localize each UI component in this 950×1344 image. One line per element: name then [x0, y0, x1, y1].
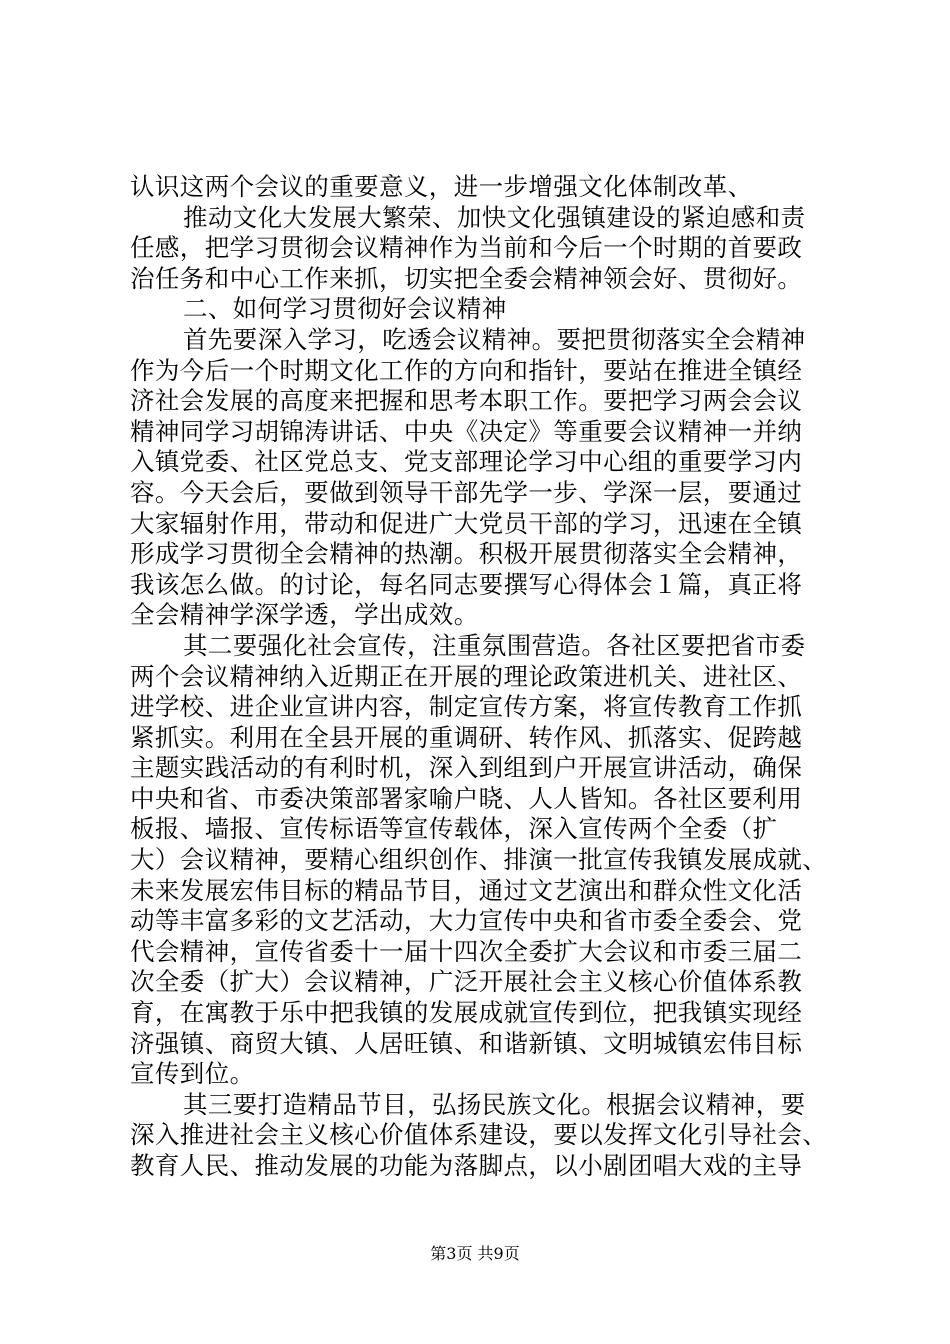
text-line: 治任务和中心工作来抓，切实把全委会精神领会好、贯彻好。: [130, 263, 803, 293]
text-line: 形成学习贯彻全会精神的热潮。积极开展贯彻落实全会精神，: [130, 539, 803, 569]
text-line: 推动文化大发展大繁荣、加快文化强镇建设的紧迫感和责: [183, 202, 806, 232]
text-line: 未来发展宏伟目标的精品节目，通过文艺演出和群众性文化活: [130, 875, 803, 905]
text-line: 认识这两个会议的重要意义，进一步增强文化体制改革、: [130, 172, 753, 201]
text-line: 教育人民、推动发展的功能为落脚点，以小剧团唱大戏的主导: [130, 1151, 803, 1180]
text-line: 济强镇、商贸大镇、人居旺镇、和谐新镇、文明城镇宏伟目标: [130, 1028, 803, 1058]
text-line: 动等丰富多彩的文艺活动，大力宣传中央和省市委全委会、党: [130, 906, 803, 936]
text-line: 进学校、进企业宣讲内容，制定宣传方案，将宣传教育工作抓: [130, 692, 803, 722]
text-line: 主题实践活动的有利时机，深入到组到户开展宣讲活动，确保: [130, 753, 803, 783]
text-line: 育，在寓教于乐中把我镇的发展成就宣传到位，把我镇实现经: [130, 998, 803, 1028]
text-line: 中央和省、市委决策部署家喻户晓、人人皆知。各社区要利用: [130, 783, 803, 813]
text-line: 代会精神，宣传省委十一届十四次全委扩大会议和市委三届二: [130, 936, 803, 966]
text-line: 宣传到位。: [130, 1059, 255, 1089]
text-line: 任感，把学习贯彻会议精神作为当前和今后一个时期的首要政: [130, 233, 803, 263]
text-line: 济社会发展的高度来把握和思考本职工作。要把学习两会会议: [130, 386, 803, 416]
text-line: 首先要深入学习，吃透会议精神。要把贯彻落实全会精神: [183, 324, 806, 354]
page-footer: 第3页 共9页: [430, 1244, 520, 1263]
text-line: 全会精神学深学透，学出成效。: [130, 600, 479, 630]
text-line: 精神同学习胡锦涛讲话、中央《决定》等重要会议精神一并纳: [130, 416, 803, 446]
document-body: [130, 172, 830, 1182]
text-line: 二、如何学习贯彻好会议精神: [183, 294, 507, 324]
text-line: 深入推进社会主义核心价值体系建设，要以发挥文化引导社会、: [130, 1120, 828, 1150]
text-line: 容。今天会后，要做到领导干部先学一步、学深一层，要通过: [130, 477, 803, 507]
text-line: 紧抓实。利用在全县开展的重调研、转作风、抓落实、促跨越: [130, 722, 803, 752]
text-line: 大家辐射作用，带动和促进广大党员干部的学习，迅速在全镇: [130, 508, 803, 538]
text-line: 次全委（扩大）会议精神，广泛开展社会主义核心价值体系教: [130, 967, 803, 997]
text-line: 入镇党委、社区党总支、党支部理论学习中心组的重要学习内: [130, 447, 803, 477]
text-line: 板报、墙报、宣传标语等宣传载体，深入宣传两个全委（扩: [130, 814, 778, 844]
text-line: 两个会议精神纳入近期正在开展的理论政策进机关、进社区、: [130, 661, 803, 691]
text-line: 大）会议精神，要精心组织创作、排演一批宣传我镇发展成就、: [130, 845, 828, 875]
text-line: 作为今后一个时期文化工作的方向和指针，要站在推进全镇经: [130, 355, 803, 385]
text-line: 其二要强化社会宣传，注重氛围营造。各社区要把省市委: [183, 630, 806, 660]
text-line: 我该怎么做。的讨论，每名同志要撰写心得体会１篇，真正将: [130, 569, 803, 599]
text-line: 其三要打造精品节目，弘扬民族文化。根据会议精神，要: [183, 1089, 806, 1119]
